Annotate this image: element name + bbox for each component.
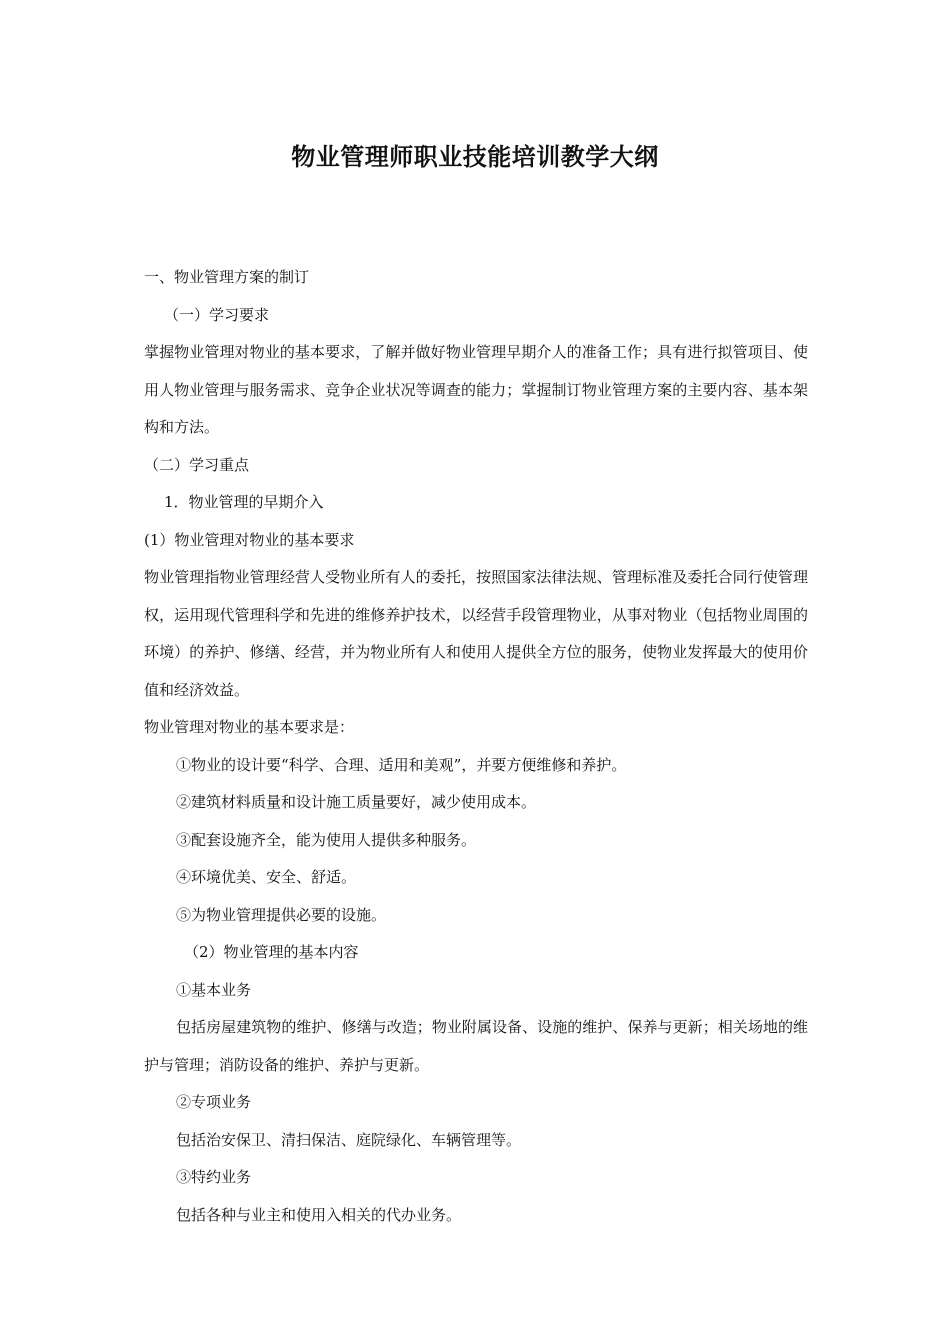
business-heading: ③特约业务 — [176, 1168, 252, 1186]
paragraph: 掌握物业管理对物业的基本要求，了解并做好物业管理早期介人的准备工作；具有进行拟管项目、使用人物业管理与服务需求、竞争企业状况等调查的能力；掌握制订物业管理方案的主要内容、基本架构和方法。 — [144, 343, 808, 436]
requirement-item: ③配套设施齐全，能为使用人提供多种服务。 — [176, 830, 477, 849]
subsection-heading: （二）学习重点 — [144, 455, 250, 474]
section-heading: 一、物业管理方案的制订 — [144, 268, 310, 286]
item-subheading: （2）物业管理的基本内容 — [184, 943, 359, 961]
paragraph: 包括房屋建筑物的维护、修缮与改造；物业附属设备、设施的维护、保养与更新；相关场地的维护与管理；消防设备的维护、养护与更新。 — [144, 1018, 808, 1074]
requirement-item: ④环境优美、安全、舒适。 — [176, 868, 357, 886]
paragraph: 包括各种与业主和使用入相关的代办业务。 — [176, 1205, 462, 1224]
paragraph: 物业管理指物业管理经营人受物业所有人的委托，按照国家法律法规、管理标准及委托合同行使管理权，运用现代管理科学和先进的维修养护技术，以经营手段管理物业，从事对物业（包括物业周围的环境）的养护、修缮、经营，并为物业所有人和使用人提供全方位的服务，使物业发挥最大的使用价值和经济效益。 — [144, 568, 808, 699]
page-title: 物业管理师职业技能培训教学大纲 — [291, 143, 659, 171]
document-body — [144, 259, 808, 1234]
item-heading: 1．物业管理的早期介入 — [164, 493, 324, 511]
requirement-item: ⑤为物业管理提供必要的设施。 — [176, 905, 387, 924]
subsection-heading: （一）学习要求 — [164, 305, 270, 324]
business-heading: ①基本业务 — [176, 980, 252, 999]
requirement-item: ②建筑材料质量和设计施工质量要好，减少使用成本。 — [176, 793, 537, 811]
requirement-item: ①物业的设计要“科学、合理、适用和美观”，并要方便维修和养护。 — [176, 755, 627, 774]
item-subheading: (1）物业管理对物业的基本要求 — [144, 530, 355, 549]
requirements-intro: 物业管理对物业的基本要求是： — [144, 718, 355, 736]
business-heading: ②专项业务 — [176, 1093, 252, 1111]
paragraph: 包括治安保卫、清扫保洁、庭院绿化、车辆管理等。 — [176, 1130, 522, 1149]
